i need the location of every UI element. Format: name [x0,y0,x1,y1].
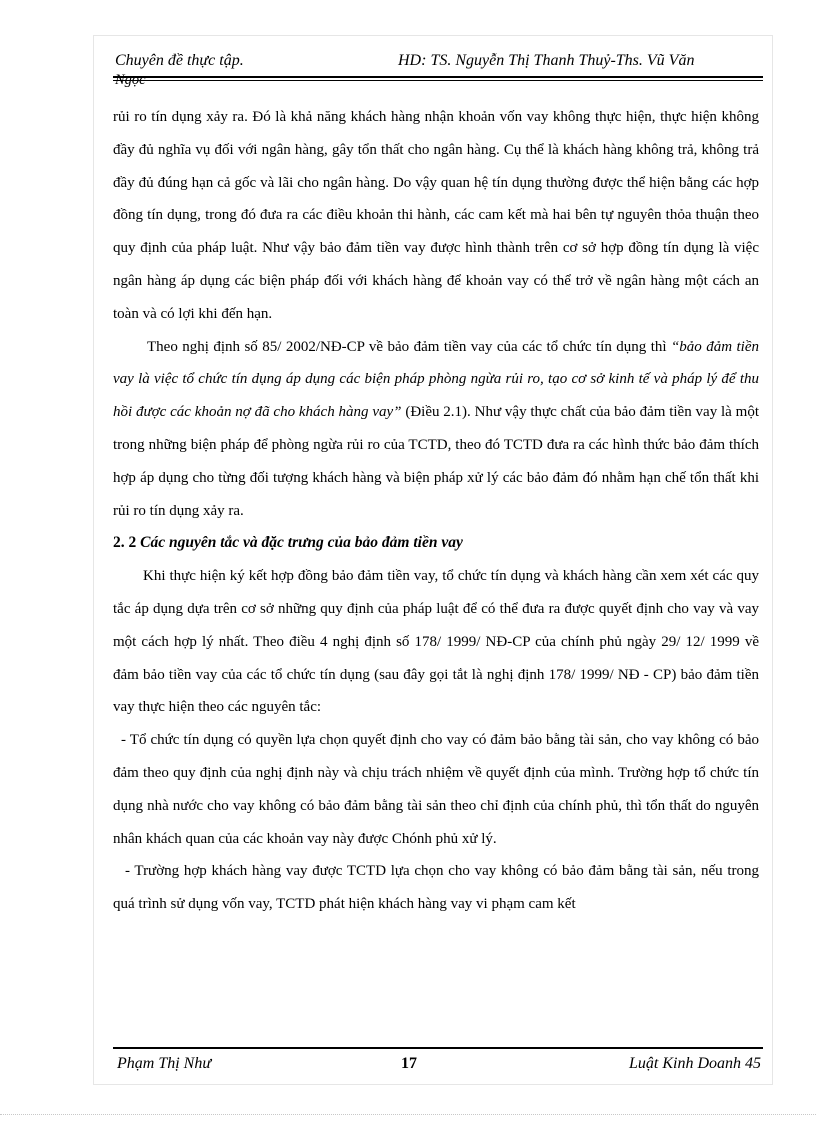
paragraph-5: - Trường hợp khách hàng vay được TCTD lựa chọn cho vay không có bảo đảm bằng tài sản, nếu trong quá trình sử dụng vốn vay, TCTD phát hiện khách hàng vay vi phạm cam kết [113,863,759,913]
document-body [113,101,759,921]
paragraph-2 [113,331,759,528]
section-heading-text: Các nguyên tắc và đặc trưng của bảo đảm tiền vay [140,534,463,552]
footer-rule [113,1047,763,1049]
page-bottom-border [0,1114,816,1115]
page-footer [113,1052,763,1074]
paragraph-2-rest: (Điều 2.1). Như vậy thực chất của bảo đảm tiền vay là một trong những biện pháp để phòng ngừa rủi ro của TCTD, theo đó TCTD đưa ra các hình thức bảo đảm thích hợp áp dụng cho từng đối tượng khách hàng và biện pháp xử lý các bảo đảm đó nhằm hạn chế tổn thất khi rủi ro tín dụng xảy ra. [113,404,759,519]
page-number: 17 [401,1055,417,1072]
paragraph-1: rủi ro tín dụng xảy ra. Đó là khả năng khách hàng nhận khoản vốn vay không thực hiện, thực hiện không đầy đủ nghĩa vụ đối với ngân hàng, gây tổn thất cho ngân hàng. Cụ thể là khách hàng không trả, không trả đầy đủ đúng hạn cả gốc và lãi cho ngân hàng. Do vậy quan hệ tín dụng thường được thể hiện bằng các hợp đồng tín dụng, trong đó đưa ra các điều khoản thi hành, các cam kết mà hai bên tự nguyên thỏa thuận theo quy định của pháp luật. Như vậy bảo đảm tiền vay được hình thành trên cơ sở hợp đồng tín dụng là việc ngân hàng áp dụng các biện pháp đối với khách hàng để khoản vay có thể trở về ngân hàng một cách an toàn và có lợi khi đến hạn. [113,109,759,322]
paragraph-2-intro: Theo nghị định số 85/ 2002/NĐ-CP về bảo đảm tiền vay của các tổ chức tín dụng thì [147,338,671,355]
footer-course: Luật Kinh Doanh 45 [628,1055,761,1072]
paragraph-3: Khi thực hiện ký kết hợp đồng bảo đảm tiền vay, tổ chức tín dụng và khách hàng cần xem xét các quy tắc áp dụng dựa trên cơ sở những quy định của pháp luật để có thể đưa ra được quyết định cho vay và vay một cách hợp lý nhất. Theo điều 4 nghị định số 178/ 1999/ NĐ-CP của chính phủ ngày 29/ 12/ 1999 về đảm bảo tiền vay của các tổ chức tín dụng (sau đây gọi tắt là nghị định 178/ 1999/ NĐ - CP) bảo đảm tiền vay thực hiện theo các nguyên tắc: [113,568,759,716]
header-left-text: Chuyên đề thực tập. [115,52,244,69]
footer-author: Phạm Thị Như [117,1055,212,1072]
header-rule [113,76,763,81]
header-right-text: HD: TS. Nguyễn Thị Thanh Thuỷ-Ths. Vũ Văn [398,52,695,69]
section-heading [113,527,759,560]
section-heading-number: 2. 2 [113,534,141,552]
header-continuation-text: Ngọc [115,72,146,88]
paragraph-4: - Tổ chức tín dụng có quyền lựa chọn quyết định cho vay có đảm bảo bằng tài sản, cho vay không có bảo đảm theo quy định của nghị định này và chịu trách nhiệm về quyết định của mình. Trường hợp tổ chức tín dụng nhà nước cho vay không có bảo đảm bằng tài sản theo chỉ định của chính phủ, thì tổn thất do nguyên nhân khách quan của các khoản vay này được Chónh phủ xử lý. [113,732,759,847]
page-header [115,49,765,95]
paragraph-2-quote: “bảo đảm tiền vay là việc tổ chức tín dụng áp dụng các biện pháp phòng ngừa rủi ro, tạo cơ sở kinh tế và pháp lý để thu hồi được các khoản nợ đã cho khách hàng vay” [113,338,760,421]
